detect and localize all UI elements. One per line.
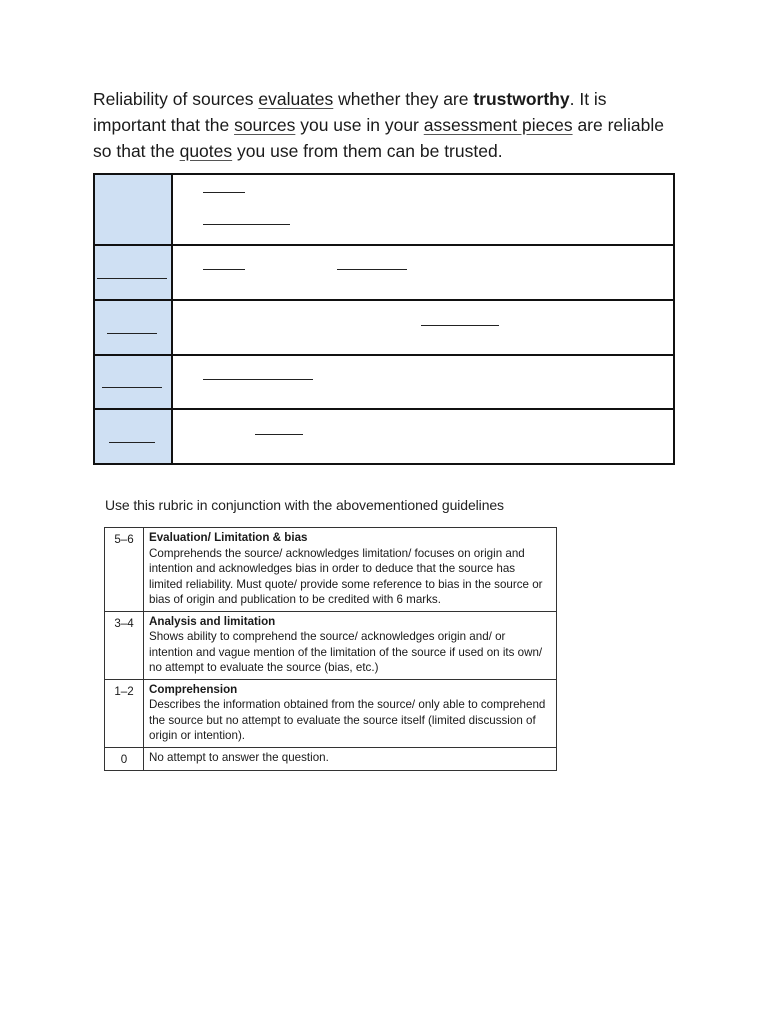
- fill-blank[interactable]: [203, 379, 313, 380]
- rubric-score: 0: [105, 747, 144, 771]
- intro-text: you use in your: [295, 115, 424, 135]
- rubric-table: [104, 527, 557, 771]
- rubric-criteria-title: Analysis and limitation: [149, 614, 276, 628]
- worksheet-table: [93, 173, 675, 465]
- rubric-score: 5–6: [105, 528, 144, 612]
- rubric-criteria-title: Comprehension: [149, 682, 238, 696]
- row-label-cell: [94, 245, 172, 300]
- row-label-cell: [94, 174, 172, 245]
- intro-paragraph: [93, 86, 683, 164]
- fill-blank[interactable]: [337, 269, 407, 270]
- intro-text: whether they are: [333, 89, 474, 109]
- keyword-trustworthy: trustworthy: [473, 89, 570, 109]
- rubric-criteria-title: Evaluation/ Limitation & bias: [149, 531, 308, 544]
- rubric-row: [105, 611, 557, 679]
- rubric-score: 1–2: [105, 679, 144, 747]
- link-quotes[interactable]: quotes: [179, 141, 233, 161]
- rubric-row: [105, 747, 557, 771]
- intro-text: you use from them can be trusted.: [232, 141, 503, 161]
- rubric-criteria: [144, 528, 557, 612]
- fill-blank[interactable]: [203, 224, 290, 225]
- fill-blank[interactable]: [109, 442, 155, 443]
- row-body-cell: [172, 245, 674, 300]
- fill-blank[interactable]: [255, 434, 303, 435]
- rubric-criteria-desc: Describes the information obtained from the source/ only able to comprehend the source but no attempt to evaluate the source itself (limited discussion of origin or intention).: [149, 698, 546, 742]
- rubric-criteria-desc: Comprehends the source/ acknowledges limitation/ focuses on origin and intention and acknowledges bias in order to deduce that the source has limited reliability. Must quote/ provide some reference to bias in the source or bias of origin and publication to be credited with 6 marks.: [149, 546, 543, 606]
- table-row: [94, 300, 674, 355]
- fill-blank[interactable]: [203, 192, 245, 193]
- fill-blank[interactable]: [97, 278, 167, 279]
- row-body-cell: [172, 300, 674, 355]
- row-body-cell: [172, 355, 674, 409]
- row-label-cell: [94, 355, 172, 409]
- link-sources[interactable]: sources: [234, 115, 296, 135]
- intro-text: are reliable so that the: [93, 115, 665, 161]
- table-row: [94, 355, 674, 409]
- rubric-criteria: [144, 747, 557, 771]
- table-row: [94, 245, 674, 300]
- row-body-cell: [172, 409, 674, 464]
- fill-blank[interactable]: [107, 333, 157, 334]
- link-assessment-pieces[interactable]: assessment pieces: [423, 115, 573, 135]
- link-evaluates[interactable]: evaluates: [258, 89, 334, 109]
- table-row: [94, 409, 674, 464]
- row-label-cell: [94, 409, 172, 464]
- rubric-criteria-desc: No attempt to answer the question.: [149, 750, 329, 764]
- rubric-score: 3–4: [105, 611, 144, 679]
- rubric-caption: Use this rubric in conjunction with the abovementioned guidelines: [105, 497, 504, 513]
- intro-text: Reliability of sources: [93, 89, 259, 109]
- row-body-cell: [172, 174, 674, 245]
- intro-text: . It is important that the: [93, 89, 607, 135]
- rubric-row: [105, 528, 557, 612]
- rubric-row: [105, 679, 557, 747]
- table-row: [94, 174, 674, 245]
- row-label-cell: [94, 300, 172, 355]
- rubric-criteria-desc: Shows ability to comprehend the source/ acknowledges origin and/ or intention and vague mention of the limitation of the source if used on its own/ no attempt to evaluate the source (bias, etc.): [149, 630, 543, 674]
- fill-blank[interactable]: [102, 387, 162, 388]
- fill-blank[interactable]: [203, 269, 245, 270]
- rubric-criteria: [144, 679, 557, 747]
- fill-blank[interactable]: [421, 325, 499, 326]
- rubric-criteria: [144, 611, 557, 679]
